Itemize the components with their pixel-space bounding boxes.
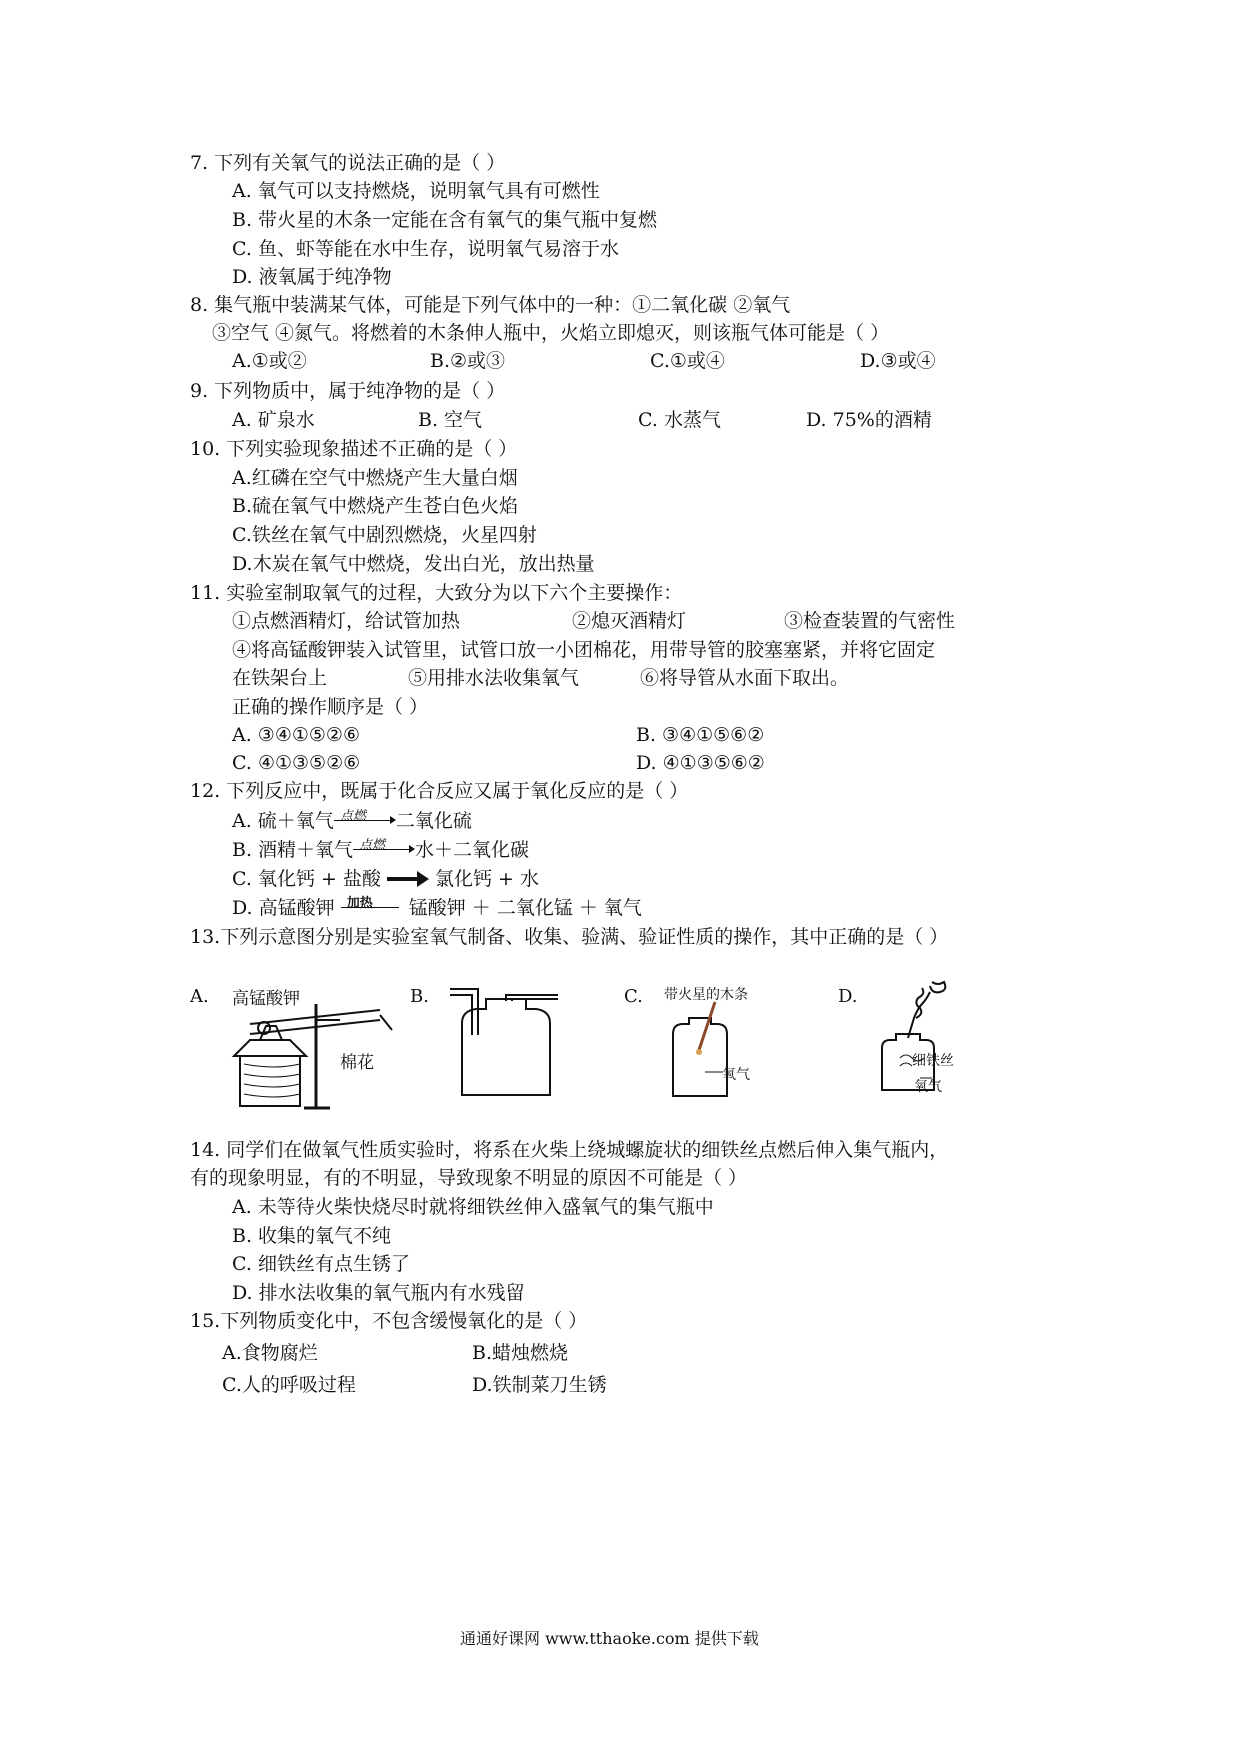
q12-option-a <box>232 808 472 834</box>
q10-stem: 10. 下列实验现象描述不正确的是（ ） <box>190 438 518 460</box>
q7-stem: 7. 下列有关氧气的说法正确的是（ ） <box>190 152 506 174</box>
q15-option-b: B.蜡烛燃烧 <box>472 1342 569 1364</box>
heating-apparatus-diagram <box>230 1000 400 1110</box>
q14-option-d: D. 排水法收集的氧气瓶内有水残留 <box>232 1282 525 1304</box>
fig-a-label: A. <box>190 986 209 1007</box>
q15-option-d: D.铁制菜刀生锈 <box>472 1374 607 1396</box>
q11-ask: 正确的操作顺序是（ ） <box>232 696 429 718</box>
q8-option-c: C.①或④ <box>650 350 725 372</box>
q7-option-d: D. 液氧属于纯净物 <box>232 266 392 288</box>
q11-stem: 11. 实验室制取氧气的过程，大致分为以下六个主要操作： <box>190 582 683 604</box>
q12-b-condition: 点燃 <box>359 838 386 853</box>
gas-collection-bottle-diagram <box>450 985 560 1100</box>
reaction-arrow <box>353 837 415 863</box>
oxygen-test-splint-diagram <box>665 1000 745 1100</box>
q9-stem: 9. 下列物质中，属于纯净物的是（ ） <box>190 380 506 402</box>
q12-d-condition: 加热 <box>346 896 373 911</box>
q12-stem: 12. 下列反应中，既属于化合反应又属于氧化反应的是（ ） <box>190 780 689 802</box>
fig-d-label: D. <box>838 986 858 1007</box>
q8-option-d: D.③或④ <box>860 350 936 372</box>
q11-step4-cont: 在铁架台上 <box>232 667 328 689</box>
q10-option-d: D.木炭在氧气中燃烧，发出白光，放出热量 <box>232 553 595 575</box>
q14-stem-line2: 有的现象明显，有的不明显，导致现象不明显的原因不可能是（ ） <box>190 1167 748 1189</box>
q14-option-c: C. 细铁丝有点生锈了 <box>232 1253 410 1275</box>
q9-option-c: C. 水蒸气 <box>638 409 721 431</box>
q8-option-a: A.①或② <box>232 350 307 372</box>
fig-c-text-oxygen: 氧气 <box>722 1067 750 1083</box>
reaction-arrow <box>341 895 403 921</box>
q11-option-c: C. ④①③⑤②⑥ <box>232 752 361 774</box>
q9-option-d: D. 75%的酒精 <box>806 409 932 431</box>
q11-step5: ⑤用排水法收集氧气 <box>408 667 580 689</box>
q11-step3: ③检查装置的气密性 <box>784 610 956 632</box>
q11-option-b: B. ③④①⑤⑥② <box>636 724 765 746</box>
q12-a-products: 二氧化硫 <box>395 810 472 832</box>
reaction-arrow <box>334 808 396 834</box>
q12-b-reactants: B. 酒精＋氧气 <box>232 839 354 861</box>
q12-option-b <box>232 837 529 863</box>
q10-option-a: A.红磷在空气中燃烧产生大量白烟 <box>232 467 518 489</box>
q15-stem: 15.下列物质变化中，不包含缓慢氧化的是（ ） <box>190 1310 588 1332</box>
q7-option-b: B. 带火星的木条一定能在含有氧气的集气瓶中复燃 <box>232 209 658 231</box>
q8-stem-line1: 8. 集气瓶中装满某气体，可能是下列气体中的一种：①二氧化碳 ②氧气 <box>190 294 791 316</box>
page-footer: 通通好课网 www.tthaoke.com 提供下载 <box>460 1629 759 1648</box>
q12-a-reactants: A. 硫＋氧气 <box>232 810 334 832</box>
q11-step1: ①点燃酒精灯，给试管加热 <box>232 610 461 632</box>
q12-d-reactants: D. 高锰酸钾 <box>232 897 335 919</box>
fig-d-text-wire: 细铁丝 <box>912 1053 954 1069</box>
q9-option-a: A. 矿泉水 <box>232 409 315 431</box>
q12-a-condition: 点燃 <box>339 809 366 824</box>
q14-option-b: B. 收集的氧气不纯 <box>232 1225 392 1247</box>
bold-arrow-icon <box>387 866 429 892</box>
q12-b-products: 水＋二氧化碳 <box>415 839 530 861</box>
q11-option-d: D. ④①③⑤⑥② <box>636 752 765 774</box>
q7-option-c: C. 鱼、虾等能在水中生存，说明氧气易溶于水 <box>232 238 619 260</box>
fig-a-text-kmno4: 高锰酸钾 <box>232 989 300 1009</box>
q8-option-b: B.②或③ <box>430 350 506 372</box>
q15-option-a: A.食物腐烂 <box>222 1342 318 1364</box>
q10-option-c: C.铁丝在氧气中剧烈燃烧，火星四射 <box>232 524 537 546</box>
q11-step2: ②熄灭酒精灯 <box>572 610 687 632</box>
fig-a-text-cotton: 棉花 <box>340 1053 374 1073</box>
iron-wire-combustion-diagram <box>870 978 970 1103</box>
q9-option-b: B. 空气 <box>418 409 483 431</box>
q11-step4: ④将高锰酸钾装入试管里，试管口放一小团棉花，用带导管的胶塞塞紧，并将它固定 <box>232 639 936 661</box>
q14-stem-line1: 14. 同学们在做氧气性质实验时，将系在火柴上绕城螺旋状的细铁丝点燃后伸入集气瓶内， <box>190 1139 949 1161</box>
q12-option-d <box>232 895 642 921</box>
q12-c-reactants: C. 氧化钙 + 盐酸 <box>232 868 381 890</box>
q10-option-b: B.硫在氧气中燃烧产生苍白色火焰 <box>232 495 519 517</box>
fig-c-label: C. <box>624 986 643 1007</box>
fig-d-text-oxygen: 氧气 <box>914 1079 942 1095</box>
fig-b-label: B. <box>410 986 429 1007</box>
q7-option-a: A. 氧气可以支持燃烧，说明氧气具有可燃性 <box>232 180 600 202</box>
q11-option-a: A. ③④①⑤②⑥ <box>232 724 360 746</box>
q8-stem-line2: ③空气 ④氮气。将燃着的木条伸人瓶中，火焰立即熄灭，则该瓶气体可能是（ ） <box>212 322 890 344</box>
fig-c-text-splint: 带火星的木条 <box>664 987 748 1003</box>
q15-option-c: C.人的呼吸过程 <box>222 1374 356 1396</box>
q11-step6: ⑥将导管从水面下取出。 <box>640 667 850 689</box>
q12-c-products: 氯化钙 + 水 <box>434 868 539 890</box>
q13-stem: 13.下列示意图分别是实验室氧气制备、收集、验满、验证性质的操作，其中正确的是（ ） <box>190 926 949 948</box>
q14-option-a: A. 未等待火柴快烧尽时就将细铁丝伸入盛氧气的集气瓶中 <box>232 1196 714 1218</box>
q12-option-c <box>232 866 539 892</box>
q12-d-products: 锰酸钾 ＋ 二氧化锰 ＋ 氧气 <box>408 897 642 919</box>
